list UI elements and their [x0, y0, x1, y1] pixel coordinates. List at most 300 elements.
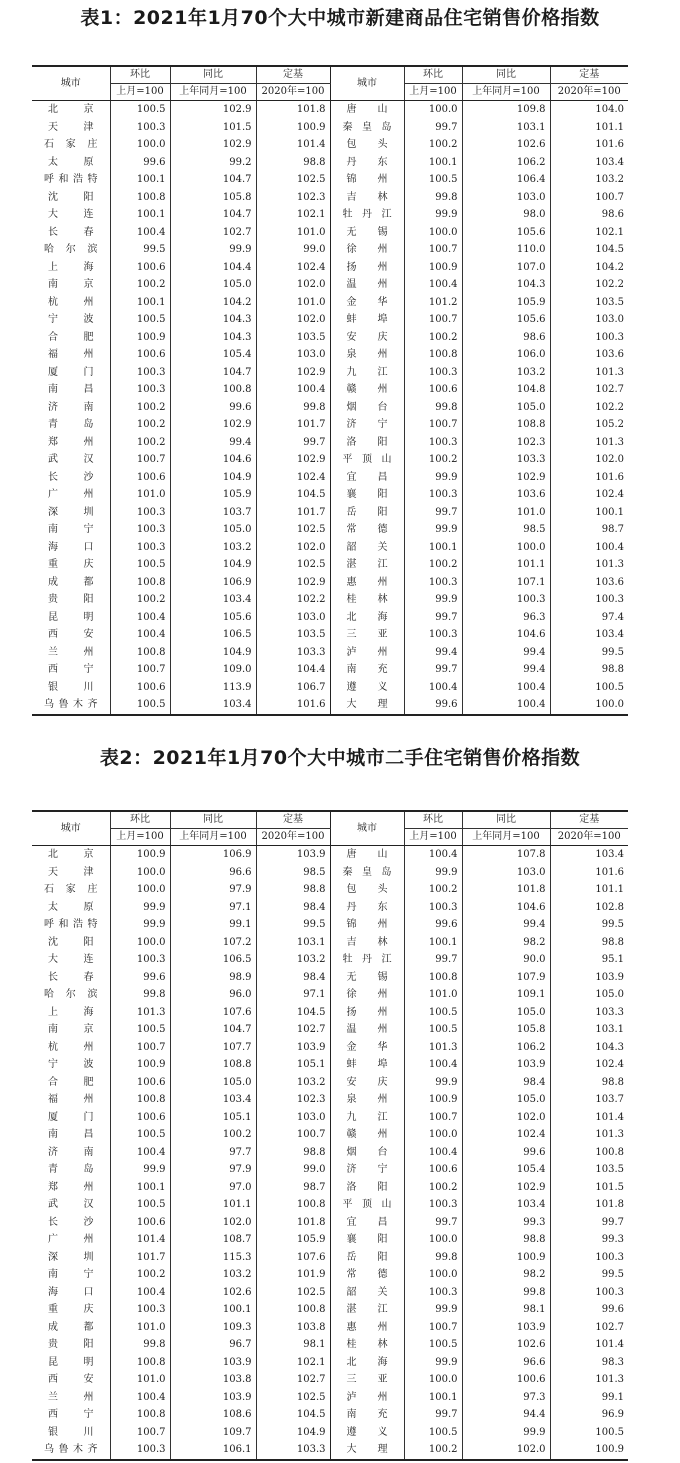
table-row: [32, 1179, 628, 1197]
base-value: 103.6: [550, 346, 628, 364]
yoy-value: 103.4: [170, 591, 256, 609]
mom-value: 100.7: [110, 451, 170, 469]
table-row: [32, 696, 628, 715]
mom-value: 100.0: [404, 1266, 462, 1284]
table-row: [32, 259, 628, 277]
base-value: 101.9: [256, 1266, 330, 1284]
mom-value: 99.7: [404, 119, 462, 137]
base-header: 定基: [256, 811, 330, 829]
city-name: 重 庆: [48, 1304, 94, 1315]
table-row: [32, 1354, 628, 1372]
city-name: 岳 阳: [330, 504, 404, 522]
yoy-value: 107.6: [170, 1004, 256, 1022]
yoy-value: 105.0: [170, 276, 256, 294]
yoy-value: 106.5: [170, 626, 256, 644]
city-name: 石家庄: [44, 884, 98, 895]
table-row: [32, 1091, 628, 1109]
table-row: [32, 986, 628, 1004]
city-name: 宁 波: [48, 1059, 94, 1070]
yoy-value: 101.8: [462, 881, 550, 899]
base-value: 102.9: [256, 451, 330, 469]
yoy-value: 104.4: [170, 259, 256, 277]
yoy-value: 104.9: [170, 556, 256, 574]
base-value: 103.0: [256, 346, 330, 364]
mom-value: 100.2: [110, 1266, 170, 1284]
table-row: [32, 486, 628, 504]
city-name: 太 原: [48, 901, 94, 913]
mom-value: 100.2: [110, 416, 170, 434]
city-name: 厦 门: [48, 1111, 94, 1123]
yoy-value: 104.3: [170, 311, 256, 329]
mom-value: 100.7: [110, 1039, 170, 1057]
yoy-value: 100.0: [462, 539, 550, 557]
yoy-value: 102.3: [462, 434, 550, 452]
table-row: [32, 399, 628, 417]
yoy-value: 98.0: [462, 206, 550, 224]
city-name: 长 春: [48, 226, 94, 238]
city-name: 济 南: [48, 1146, 94, 1158]
city-name: 成 都: [48, 1321, 94, 1333]
yoy-value: 103.0: [462, 189, 550, 207]
city-name: 宜 昌: [330, 1214, 404, 1232]
base-value: 102.8: [550, 899, 628, 917]
mom-value: 100.4: [404, 1056, 462, 1074]
city-name: 天 津: [48, 866, 94, 878]
yoy-value: 104.9: [170, 644, 256, 662]
base-value: 101.4: [550, 1336, 628, 1354]
mom-value: 99.9: [110, 916, 170, 934]
base-value: 101.0: [256, 224, 330, 242]
table-row: [32, 556, 628, 574]
mom-value: 100.4: [404, 846, 462, 864]
base-value: 105.9: [256, 1231, 330, 1249]
table-row: [32, 241, 628, 259]
base-value: 99.8: [256, 399, 330, 417]
yoy-value: 99.9: [462, 1424, 550, 1442]
mom-value: 99.6: [404, 696, 462, 715]
base-value: 99.0: [256, 241, 330, 259]
mom-value: 100.5: [404, 1004, 462, 1022]
yoy-value: 104.8: [462, 381, 550, 399]
city-name: 桂 林: [330, 591, 404, 609]
base-value: 102.3: [256, 189, 330, 207]
table-row: [32, 206, 628, 224]
yoy-value: 105.9: [462, 294, 550, 312]
mom-value: 100.3: [404, 434, 462, 452]
city-name: 武 汉: [48, 454, 94, 465]
base-value: 99.7: [550, 1214, 628, 1232]
yoy-value: 103.9: [462, 1319, 550, 1337]
base-value: 104.5: [256, 1406, 330, 1424]
mom-value: 99.9: [404, 1301, 462, 1319]
yoy-value: 100.9: [462, 1249, 550, 1267]
mom-value: 100.2: [404, 881, 462, 899]
city-name: 韶 关: [330, 539, 404, 557]
table-row: [32, 1231, 628, 1249]
base-value: 98.7: [550, 521, 628, 539]
city-name: 兰 州: [48, 646, 94, 658]
city-name: 秦皇岛: [330, 864, 404, 882]
table-row: [32, 1406, 628, 1424]
base-value: 102.5: [256, 521, 330, 539]
mom-value: 100.5: [404, 1021, 462, 1039]
mom-header: 环比: [110, 66, 170, 84]
yoy-value: 99.2: [170, 154, 256, 172]
city-name: 重 庆: [48, 559, 94, 570]
mom-value: 99.9: [404, 1354, 462, 1372]
yoy-value: 96.0: [170, 986, 256, 1004]
city-name: 北 京: [48, 849, 94, 860]
base-value: 99.1: [550, 1389, 628, 1407]
table-row: [32, 881, 628, 899]
table-row: [32, 311, 628, 329]
yoy-value: 106.0: [462, 346, 550, 364]
base-value: 102.5: [256, 1389, 330, 1407]
yoy-value: 108.8: [462, 416, 550, 434]
base-value: 102.7: [256, 1021, 330, 1039]
yoy-value: 99.4: [462, 661, 550, 679]
city-name: 青 岛: [48, 1164, 94, 1175]
mom-value: 100.4: [404, 276, 462, 294]
base-value: 100.7: [550, 189, 628, 207]
base-value: 98.1: [256, 1336, 330, 1354]
table-row: [32, 864, 628, 882]
base-value: 99.3: [550, 1231, 628, 1249]
yoy-value: 96.7: [170, 1336, 256, 1354]
base-value: 101.3: [550, 1126, 628, 1144]
base-value: 101.8: [256, 101, 330, 119]
table-row: [32, 969, 628, 987]
yoy-value: 103.6: [462, 486, 550, 504]
city-name: 洛 阳: [330, 1179, 404, 1197]
city-name: 西 安: [48, 629, 94, 640]
yoy-value: 105.0: [170, 1074, 256, 1092]
yoy-value: 103.4: [170, 1091, 256, 1109]
yoy-value: 99.6: [462, 1144, 550, 1162]
city-name: 哈尔滨: [44, 989, 98, 1000]
base-value: 100.9: [550, 1441, 628, 1460]
yoy-value: 99.4: [462, 644, 550, 662]
yoy-value: 102.6: [170, 1284, 256, 1302]
mom-value: 99.8: [404, 1249, 462, 1267]
base-value: 102.1: [256, 1354, 330, 1372]
mom-value: 100.5: [110, 696, 170, 715]
yoy-value: 103.8: [170, 1371, 256, 1389]
yoy-value: 107.7: [170, 1039, 256, 1057]
city-name: 合 肥: [48, 331, 94, 343]
table2-title: 表2：2021年1月70个大中城市二手住宅销售价格指数: [99, 747, 581, 769]
city-name: 广 州: [48, 489, 94, 500]
table2-second-hand-housing-price-index: [32, 810, 628, 1461]
mom-value: 100.3: [110, 381, 170, 399]
mom-header: 环比: [404, 66, 462, 84]
yoy-value: 105.8: [170, 189, 256, 207]
base-value: 101.0: [256, 294, 330, 312]
city-name: 大 理: [330, 1441, 404, 1460]
city-name: 上 海: [48, 261, 94, 273]
city-name: 合 肥: [48, 1076, 94, 1088]
base-value: 101.7: [256, 504, 330, 522]
city-name: 宁 波: [48, 314, 94, 325]
yoy-value: 98.8: [462, 1231, 550, 1249]
mom-value: 100.8: [110, 1406, 170, 1424]
mom-value: 100.3: [110, 1441, 170, 1460]
yoy-value: 96.6: [462, 1354, 550, 1372]
city-name: 南 昌: [48, 384, 94, 395]
yoy-value: 102.6: [462, 1336, 550, 1354]
mom-value: 99.7: [404, 661, 462, 679]
base-value: 104.5: [256, 1004, 330, 1022]
base-value: 100.7: [256, 1126, 330, 1144]
yoy-value: 105.4: [170, 346, 256, 364]
yoy-value: 102.6: [462, 136, 550, 154]
base-value: 101.3: [550, 556, 628, 574]
mom-value: 100.7: [404, 1319, 462, 1337]
yoy-value: 105.1: [170, 1109, 256, 1127]
yoy-value: 100.1: [170, 1301, 256, 1319]
yoy-value: 102.9: [462, 469, 550, 487]
yoy-value: 102.0: [462, 1109, 550, 1127]
mom-value: 99.9: [404, 469, 462, 487]
yoy-value: 99.9: [170, 241, 256, 259]
city-name: 岳 阳: [330, 1249, 404, 1267]
base-value: 100.9: [256, 119, 330, 137]
yoy-value: 100.4: [462, 679, 550, 697]
mom-value: 100.0: [404, 224, 462, 242]
mom-value: 100.7: [404, 241, 462, 259]
city-name: 平顶山: [330, 1196, 404, 1214]
table-row: [32, 1249, 628, 1267]
yoy-value: 96.6: [170, 864, 256, 882]
yoy-value: 99.8: [462, 1284, 550, 1302]
mom-value: 99.9: [404, 1074, 462, 1092]
city-name: 沈 阳: [48, 936, 94, 948]
table-row: [32, 1214, 628, 1232]
mom-value: 100.2: [110, 434, 170, 452]
city-name: 襄 阳: [330, 486, 404, 504]
table-row: [32, 1021, 628, 1039]
city-name: 青 岛: [48, 419, 94, 430]
mom-value: 100.5: [110, 1126, 170, 1144]
city-name: 三 亚: [330, 1371, 404, 1389]
yoy-value: 103.7: [170, 504, 256, 522]
base-value: 100.4: [256, 381, 330, 399]
yoy-value: 105.0: [462, 1004, 550, 1022]
city-name: 金 华: [330, 294, 404, 312]
base-value: 100.3: [550, 1249, 628, 1267]
city-name: 包 头: [330, 881, 404, 899]
base-value: 103.3: [256, 1441, 330, 1460]
mom-value: 100.5: [110, 556, 170, 574]
yoy-value: 100.3: [462, 591, 550, 609]
yoy-value: 97.0: [170, 1179, 256, 1197]
yoy-value: 115.3: [170, 1249, 256, 1267]
city-name: 大 连: [48, 209, 94, 220]
mom-value: 100.9: [404, 259, 462, 277]
city-name: 湛 江: [330, 1301, 404, 1319]
mom-value: 100.7: [110, 661, 170, 679]
table-row: [32, 1074, 628, 1092]
mom-value: 100.6: [404, 1161, 462, 1179]
base-value: 100.3: [550, 591, 628, 609]
yoy-value: 108.7: [170, 1231, 256, 1249]
base-value: 104.3: [550, 1039, 628, 1057]
yoy-value: 100.6: [462, 1371, 550, 1389]
yoy-value: 104.3: [170, 329, 256, 347]
mom-value: 99.7: [404, 504, 462, 522]
mom-value: 100.8: [404, 346, 462, 364]
yoy-value: 108.8: [170, 1056, 256, 1074]
base-value: 105.1: [256, 1056, 330, 1074]
base-value: 106.7: [256, 679, 330, 697]
base-value: 102.4: [256, 259, 330, 277]
table-row: [32, 469, 628, 487]
yoy-value: 94.4: [462, 1406, 550, 1424]
base-value: 103.5: [256, 626, 330, 644]
base-value: 103.2: [256, 1074, 330, 1092]
city-name: 郑 州: [48, 1181, 94, 1193]
mom-value: 100.6: [110, 1214, 170, 1232]
base-value: 102.0: [550, 451, 628, 469]
city-name: 蚌 埠: [330, 311, 404, 329]
city-name: 乌鲁木齐: [32, 1441, 110, 1460]
city-name: 昆 明: [48, 1356, 94, 1368]
yoy-value: 109.7: [170, 1424, 256, 1442]
table-row: [32, 1039, 628, 1057]
table-row: [32, 294, 628, 312]
base-value: 99.5: [550, 644, 628, 662]
mom-value: 100.2: [404, 1179, 462, 1197]
base-value: 99.5: [550, 916, 628, 934]
city-name: 常 德: [330, 1266, 404, 1284]
mom-value: 101.0: [404, 986, 462, 1004]
table-row: [32, 1389, 628, 1407]
base-value: 101.4: [256, 136, 330, 154]
city-name: 北 海: [330, 609, 404, 627]
yoy-value: 97.9: [170, 1161, 256, 1179]
mom-value: 100.3: [110, 1301, 170, 1319]
base-value: 103.2: [256, 951, 330, 969]
table-row: [32, 846, 628, 864]
mom-value: 100.5: [404, 1336, 462, 1354]
base-value: 104.5: [550, 241, 628, 259]
table-row: [32, 171, 628, 189]
yoy-value: 113.9: [170, 679, 256, 697]
mom-value: 100.6: [110, 1109, 170, 1127]
yoy-value: 101.1: [170, 1196, 256, 1214]
city-name: 济 南: [48, 401, 94, 413]
base-value: 103.9: [256, 1039, 330, 1057]
mom-base-label: 上月=100: [110, 829, 170, 846]
yoy-value: 99.6: [170, 399, 256, 417]
base-value: 103.3: [256, 644, 330, 662]
city-header: 城市: [330, 66, 404, 101]
city-name: 南 充: [330, 661, 404, 679]
city-name: 唐 山: [330, 846, 404, 864]
yoy-value: 103.3: [462, 451, 550, 469]
yoy-value: 110.0: [462, 241, 550, 259]
mom-value: 100.3: [404, 574, 462, 592]
city-name: 赣 州: [330, 381, 404, 399]
city-name: 大 理: [330, 696, 404, 715]
base-value: 103.8: [256, 1319, 330, 1337]
city-name: 深 圳: [48, 1251, 94, 1263]
mom-value: 100.8: [110, 1354, 170, 1372]
base-value: 105.2: [550, 416, 628, 434]
city-name: 武 汉: [48, 1199, 94, 1210]
mom-value: 99.7: [404, 951, 462, 969]
mom-value: 100.0: [110, 136, 170, 154]
city-name: 大 连: [48, 954, 94, 965]
yoy-value: 100.2: [170, 1126, 256, 1144]
yoy-value: 103.0: [462, 864, 550, 882]
table-row: [32, 224, 628, 242]
mom-value: 100.1: [404, 539, 462, 557]
base-value: 103.5: [550, 294, 628, 312]
base-value: 101.5: [550, 1179, 628, 1197]
yoy-value: 104.7: [170, 206, 256, 224]
city-name: 秦皇岛: [330, 119, 404, 137]
table-row: [32, 1126, 628, 1144]
city-name: 无 锡: [330, 224, 404, 242]
mom-value: 100.2: [404, 329, 462, 347]
city-name: 惠 州: [330, 574, 404, 592]
yoy-header: 同比: [170, 66, 256, 84]
table-row: [32, 1319, 628, 1337]
base-value: 102.4: [550, 1056, 628, 1074]
yoy-value: 105.6: [462, 311, 550, 329]
mom-value: 99.5: [110, 241, 170, 259]
table-row: [32, 591, 628, 609]
yoy-value: 103.2: [170, 1266, 256, 1284]
yoy-value: 97.9: [170, 881, 256, 899]
yoy-value: 98.6: [462, 329, 550, 347]
yoy-value: 106.9: [170, 846, 256, 864]
yoy-value: 98.2: [462, 1266, 550, 1284]
base-value: 101.4: [550, 1109, 628, 1127]
yoy-base-label: 上年同月=100: [170, 829, 256, 846]
mom-value: 99.6: [404, 916, 462, 934]
yoy-value: 107.2: [170, 934, 256, 952]
mom-value: 99.9: [404, 206, 462, 224]
yoy-value: 104.2: [170, 294, 256, 312]
yoy-value: 97.7: [170, 1144, 256, 1162]
city-name: 长 沙: [48, 471, 94, 483]
city-name: 成 都: [48, 576, 94, 588]
yoy-value: 106.4: [462, 171, 550, 189]
city-name: 呼和浩特: [44, 919, 98, 930]
mom-value: 100.3: [110, 951, 170, 969]
base-value: 100.8: [550, 1144, 628, 1162]
city-name: 南 昌: [48, 1129, 94, 1140]
base-value: 101.6: [550, 469, 628, 487]
city-name: 厦 门: [48, 366, 94, 378]
yoy-value: 103.9: [170, 1354, 256, 1372]
table-row: [32, 679, 628, 697]
city-name: 扬 州: [330, 259, 404, 277]
city-name: 济 宁: [330, 1161, 404, 1179]
yoy-value: 101.0: [462, 504, 550, 522]
city-name: 广 州: [48, 1234, 94, 1245]
mom-value: 101.3: [404, 1039, 462, 1057]
mom-value: 100.8: [110, 644, 170, 662]
mom-value: 100.6: [110, 259, 170, 277]
city-name: 海 口: [48, 541, 94, 553]
mom-value: 100.3: [404, 899, 462, 917]
city-name: 北 京: [48, 104, 94, 115]
yoy-value: 98.4: [462, 1074, 550, 1092]
mom-value: 100.2: [110, 399, 170, 417]
